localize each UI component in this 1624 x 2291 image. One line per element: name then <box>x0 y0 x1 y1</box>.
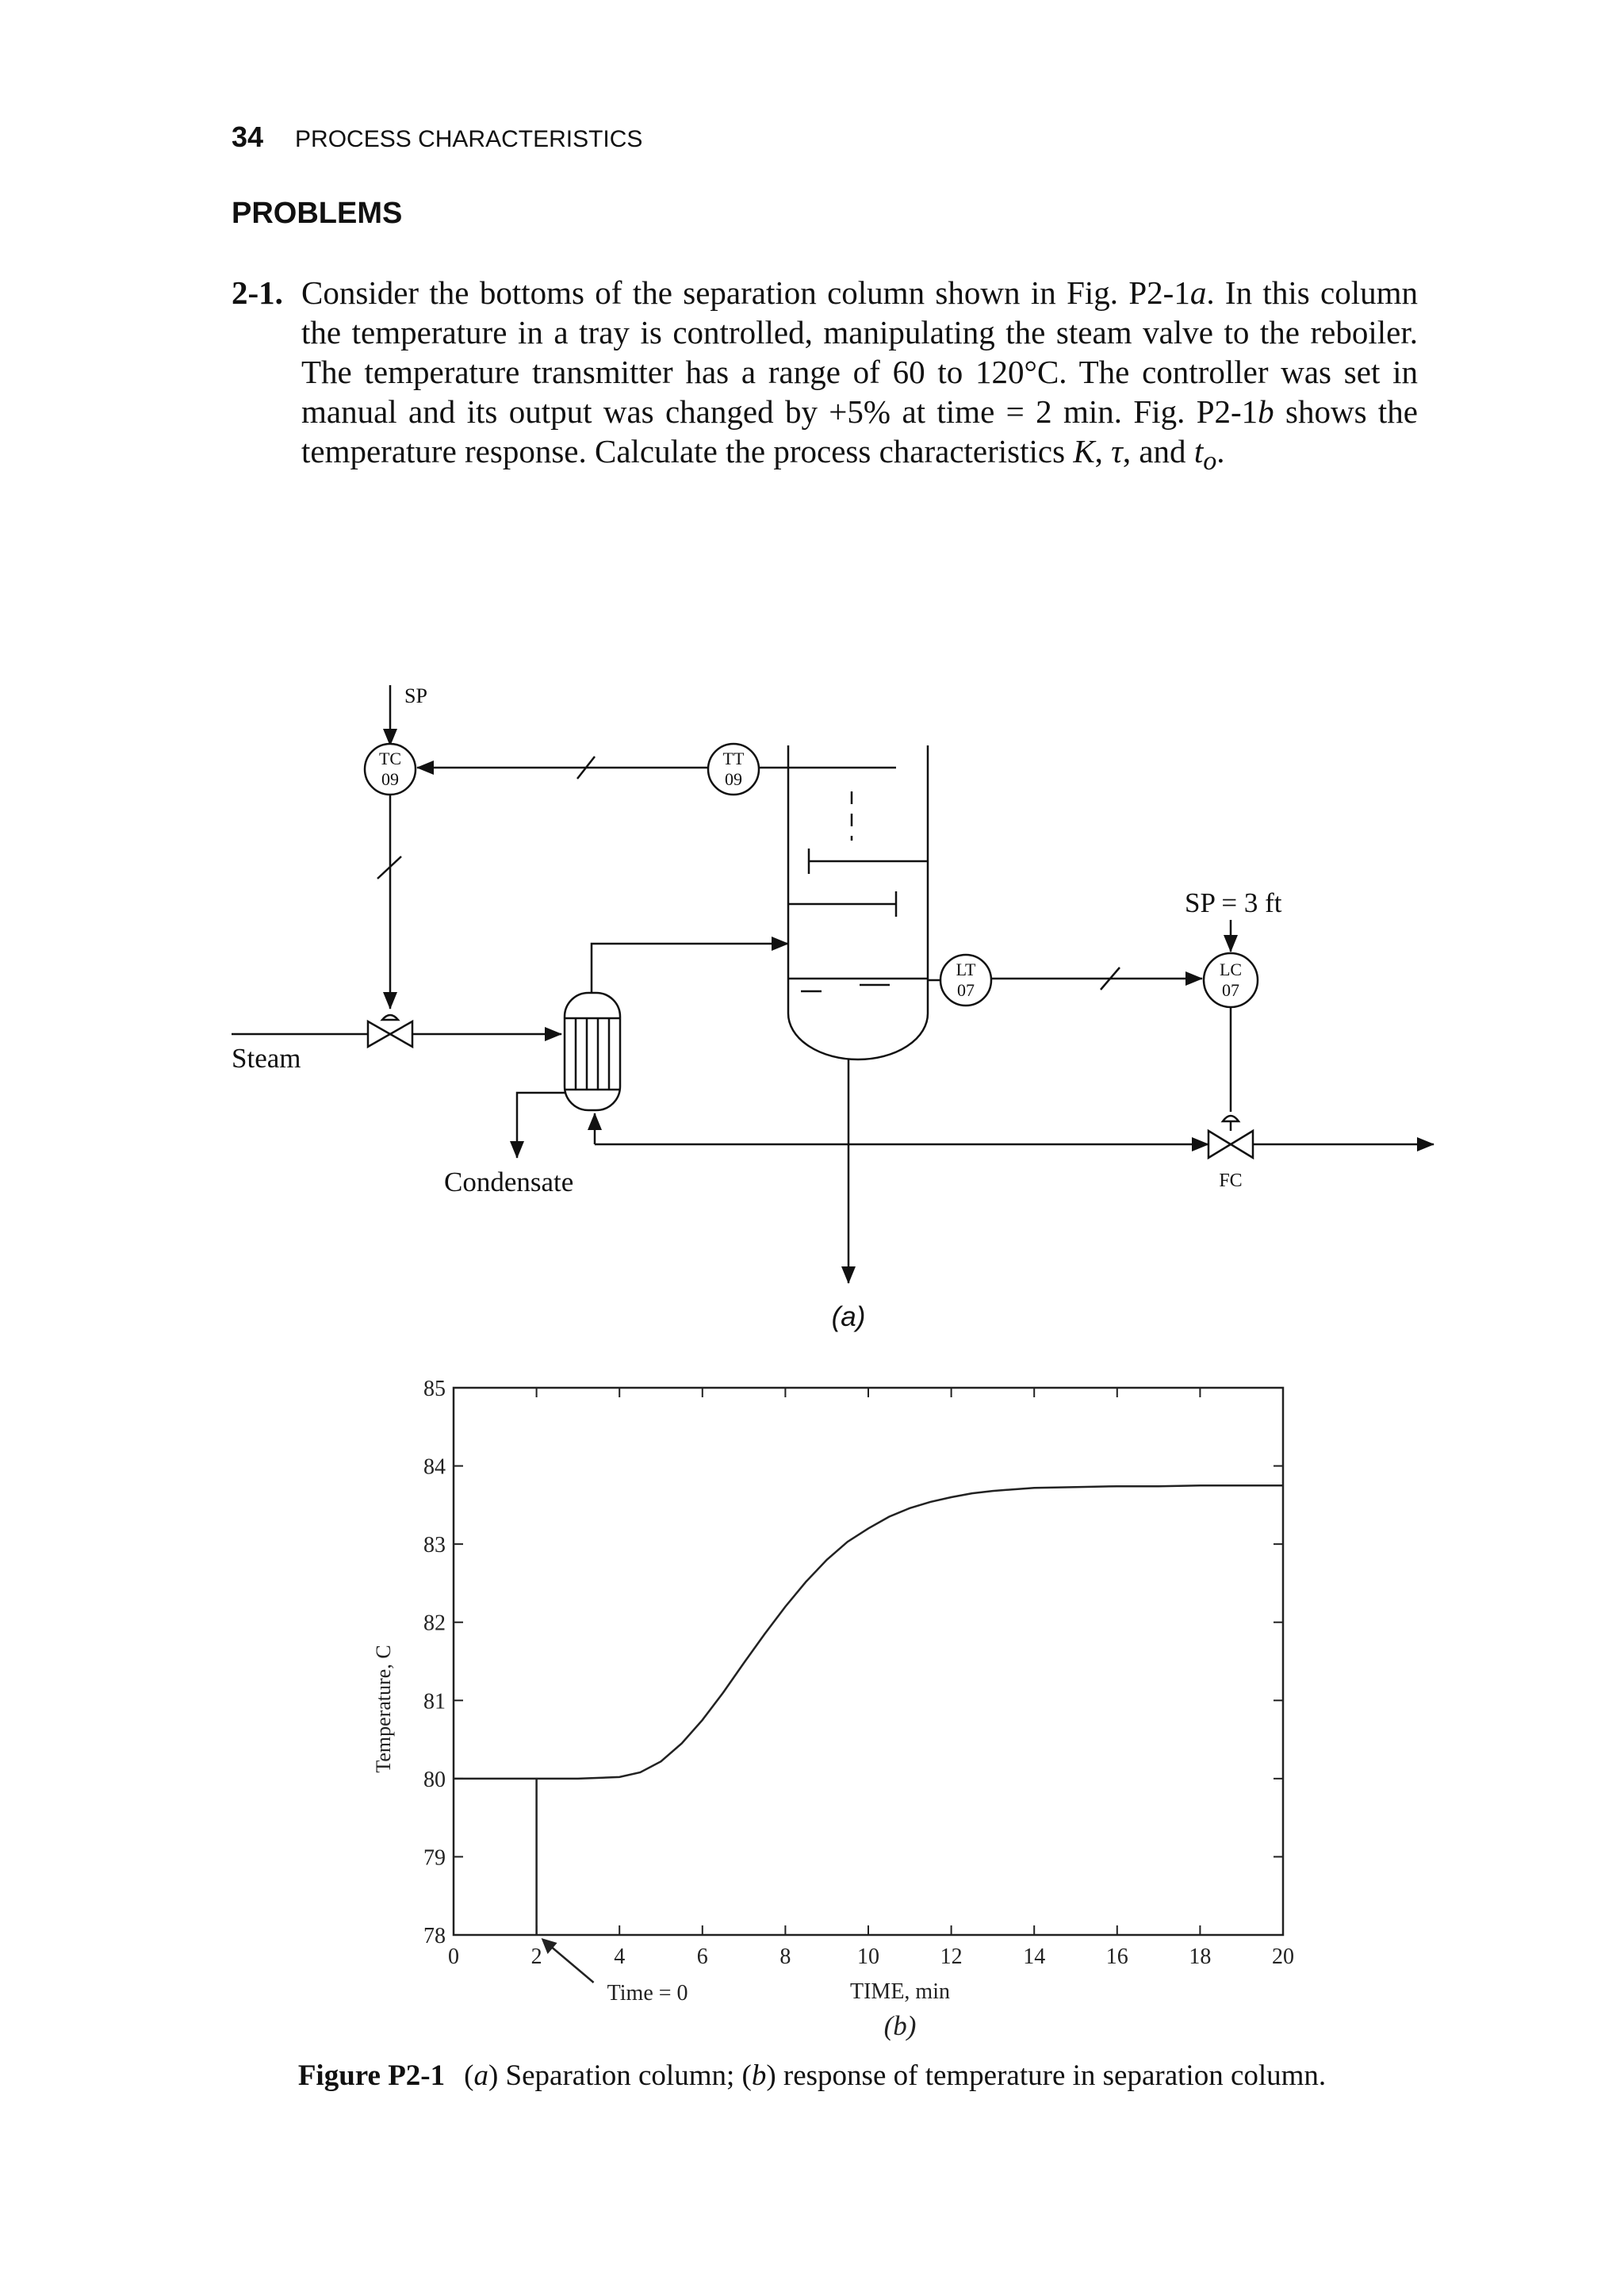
temperature-response-chart <box>0 1348 1624 2046</box>
tc-sp-label: SP <box>404 684 427 707</box>
problem-text-part: . In this column the temperature in a tray is controlled, manipulating the steam valve to the reboiler. The temperature transmitter has a range of 60 to 120°C. The controller was set in manual and its output was changed by +5% at time = 2 min. Fig. P2-1 <box>301 274 1418 430</box>
tc-tag: TC <box>378 749 402 768</box>
x-tick-label: 0 <box>448 1944 459 1969</box>
caption-part-b: b <box>751 2059 767 2092</box>
problem-text-part: shows the temperature response. Calculate the process characteristics <box>301 393 1418 469</box>
lt-number: 07 <box>957 980 975 1000</box>
vapor-return-line <box>592 944 788 993</box>
x-axis-label: TIME, min <box>850 1979 950 2004</box>
symbol-t-subscript: o <box>1203 446 1217 477</box>
separator: , <box>1094 433 1112 469</box>
figure-label: Figure P2-1 <box>297 2059 446 2092</box>
separator: , and <box>1122 433 1194 469</box>
y-tick-label: 85 <box>423 1377 446 1401</box>
problem-number: 2-1. <box>232 274 283 311</box>
steam-valve-actuator <box>382 1015 398 1020</box>
condensate-line <box>517 1093 565 1158</box>
figure-caption <box>0 2059 1624 2093</box>
x-tick-label: 4 <box>614 1944 626 1969</box>
y-tick-label: 80 <box>423 1767 446 1792</box>
y-axis-label: Temperature, C <box>372 1645 395 1773</box>
symbol-t: t <box>1193 433 1204 469</box>
lc-setpoint-label: SP = 3 ft <box>1185 887 1282 918</box>
y-tick-label: 79 <box>423 1845 446 1871</box>
x-tick-label: 16 <box>1105 1944 1128 1969</box>
reboiler <box>565 993 620 1110</box>
x-tick-label: 18 <box>1189 1944 1212 1969</box>
x-tick-label: 6 <box>696 1944 708 1969</box>
section-title: PROBLEMS <box>232 197 403 230</box>
lt-tag: LT <box>956 960 976 979</box>
y-tick-label: 84 <box>423 1454 446 1480</box>
temperature-series-line <box>454 1485 1283 1779</box>
fc-label: FC <box>1219 1170 1243 1191</box>
time-zero-annotation: Time = 0 <box>607 1981 688 2006</box>
caption-text: ) response of temperature in separation column. <box>766 2059 1327 2092</box>
x-tick-label: 20 <box>1272 1944 1294 1969</box>
period: . <box>1216 433 1225 469</box>
y-tick-label: 82 <box>423 1611 446 1636</box>
steam-label: Steam <box>232 1043 301 1074</box>
x-tick-label: 2 <box>530 1944 542 1969</box>
condensate-label: Condensate <box>444 1167 574 1197</box>
plot-frame <box>454 1388 1283 1935</box>
symbol-k: K <box>1073 433 1095 469</box>
figure-ref-a: a <box>1189 274 1207 311</box>
x-tick-label: 8 <box>779 1944 791 1969</box>
caption-text: ( <box>464 2059 474 2092</box>
x-tick-label: 12 <box>940 1944 963 1969</box>
steam-valve <box>368 1021 412 1047</box>
y-tick-label: 81 <box>423 1689 446 1714</box>
lc-number: 07 <box>1222 980 1239 1000</box>
running-head: PROCESS CHARACTERISTICS <box>295 126 643 152</box>
bottoms-valve <box>1208 1131 1253 1158</box>
tt-tag: TT <box>722 749 745 768</box>
caption-part-a: a <box>473 2059 488 2092</box>
figure-ref-b: b <box>1258 393 1274 430</box>
column-shell <box>788 745 928 1059</box>
problem-text-part: Consider the bottoms of the separation column shown in Fig. P2-1 <box>301 274 1190 311</box>
y-tick-label: 83 <box>423 1533 446 1558</box>
x-tick-label: 14 <box>1023 1944 1046 1969</box>
page-number: 34 <box>232 121 264 153</box>
x-tick-label: 10 <box>857 1944 879 1969</box>
tc-number: 09 <box>381 769 399 789</box>
y-tick-label: 78 <box>423 1924 446 1948</box>
lc-tag: LC <box>1219 960 1243 979</box>
bottoms-valve-actuator <box>1223 1116 1239 1121</box>
tt-number: 09 <box>725 769 742 789</box>
diagram-label: (a) <box>831 1301 866 1332</box>
annotation-arrowhead <box>542 1938 557 1954</box>
chart-label: (b) <box>883 2010 917 2041</box>
caption-text: ) Separation column; ( <box>488 2059 752 2092</box>
symbol-tau: τ <box>1111 433 1123 469</box>
